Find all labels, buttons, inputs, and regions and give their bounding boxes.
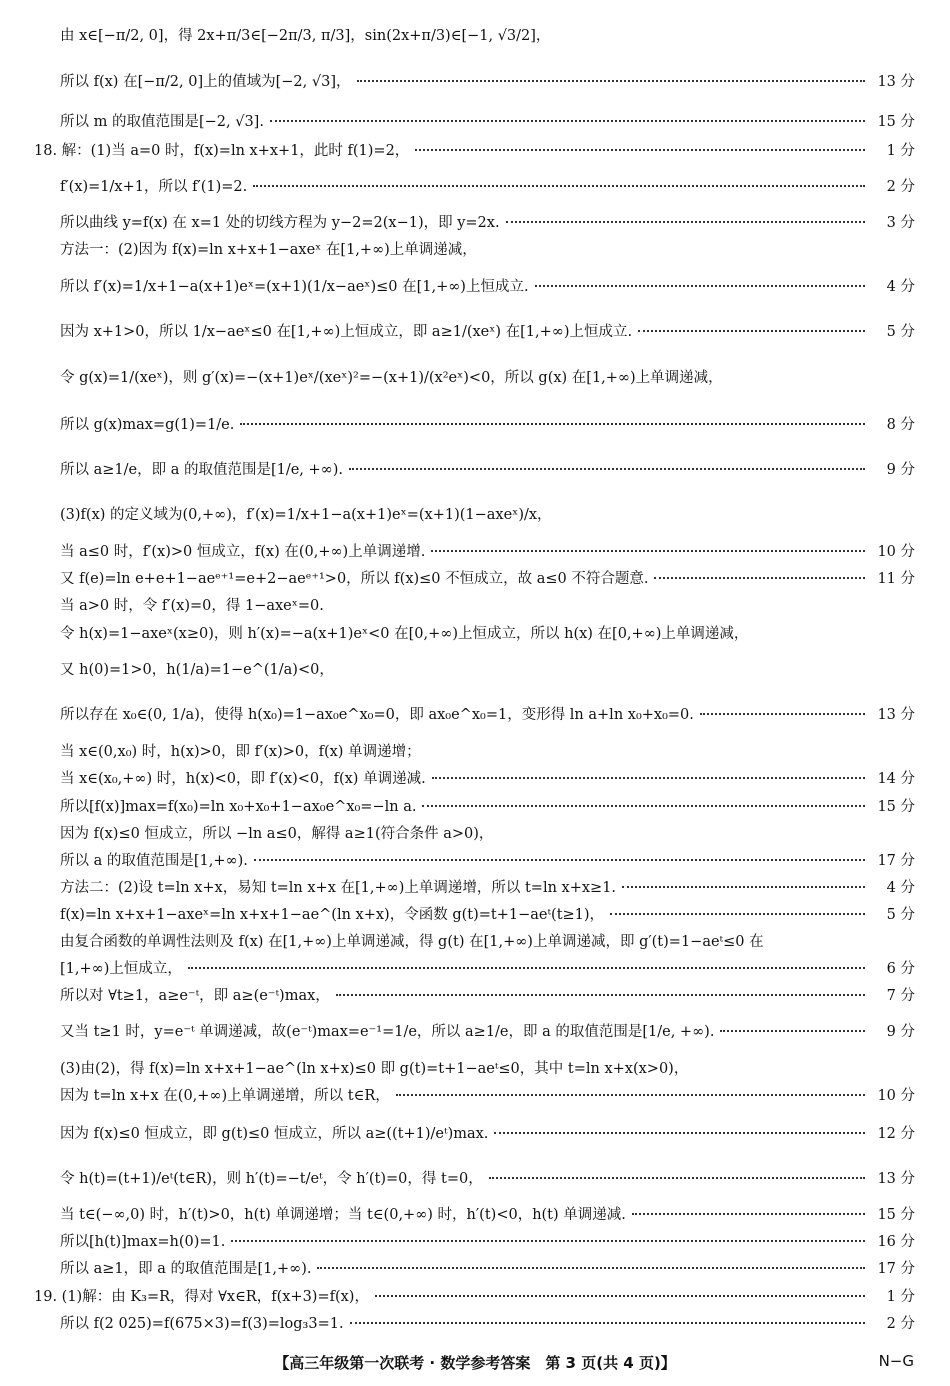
dot-leader (489, 1177, 865, 1179)
score-label: 9 分 (886, 1024, 915, 1040)
footer-code: N−G (878, 1352, 914, 1370)
dot-leader (506, 221, 865, 223)
line-text: 所以 m 的取值范围是[−2, √3]. (60, 114, 264, 130)
line-text: 所以[f(x)]max=f(x₀)=ln x₀+x₀+1−ax₀e^x₀=−ln a. (60, 799, 417, 815)
answer-line-7 (60, 240, 915, 260)
line-text: 19. (1)解：由 K₃=R，得对 ∀x∈R，f(x+3)=f(x)， (34, 1289, 369, 1305)
dot-leader (494, 1132, 865, 1134)
line-text: 当 t∈(−∞,0) 时，h′(t)>0，h(t) 单调递增；当 t∈(0,+∞) 时，h′(t)<0，h(t) 单调递减. (60, 1207, 626, 1223)
answer-line-14 (60, 542, 915, 562)
line-text: f(x)=ln x+x+1−axeˣ=ln x+x+1−ae^(ln x+x)，令函数 g(t)=t+1−aeᵗ(t≥1)， (60, 907, 605, 923)
line-text: 当 x∈(x₀,+∞) 时，h(x)<0，即 f′(x)<0，f(x) 单调递减. (60, 771, 426, 787)
score-label: 13 分 (877, 1171, 915, 1187)
dot-leader (188, 967, 865, 969)
line-text: 因为 t=ln x+x 在(0,+∞)上单调递增，所以 t∈R， (60, 1088, 390, 1104)
score-label: 10 分 (877, 1088, 915, 1104)
answer-line-24 (60, 851, 915, 871)
line-text: 因为 f(x)≤0 恒成立，所以 −ln a≤0，解得 a≥1(符合条件 a>0)， (60, 826, 494, 842)
dot-leader (253, 185, 865, 187)
answer-line-38 (34, 1287, 915, 1307)
score-label: 3 分 (886, 215, 915, 231)
answer-line-30 (60, 1022, 915, 1042)
score-label: 7 分 (886, 988, 915, 1004)
dot-leader (357, 80, 866, 82)
line-text: 所以 a≥1/e，即 a 的取值范围是[1/e, +∞). (60, 462, 344, 478)
line-text: 因为 x+1>0，所以 1/x−aeˣ≤0 在[1,+∞)上恒成立，即 a≥1/(xeˣ) 在[1,+∞)上恒成立. (60, 324, 633, 340)
score-label: 17 分 (877, 853, 915, 869)
dot-leader (270, 120, 865, 122)
score-label: 11 分 (877, 571, 915, 587)
answer-line-2 (60, 72, 915, 92)
page-footer (0, 1352, 950, 1378)
score-label: 15 分 (877, 799, 915, 815)
answer-line-26 (60, 905, 915, 925)
answer-line-29 (60, 986, 915, 1006)
line-text: 所以 a≥1，即 a 的取值范围是[1,+∞). (60, 1261, 312, 1277)
score-label: 15 分 (877, 114, 915, 130)
answer-line-39 (60, 1314, 915, 1334)
line-text: 由 x∈[−π/2, 0]，得 2x+π/3∈[−2π/3, π/3]，sin(2x+π/3)∈[−1, √3/2]， (60, 28, 551, 44)
dot-leader (622, 886, 865, 888)
score-label: 8 分 (886, 417, 915, 433)
line-text: [1,+∞)上恒成立， (60, 961, 182, 977)
answer-line-16 (60, 596, 915, 616)
line-text: (3)f(x) 的定义域为(0,+∞)，f′(x)=1/x+1−a(x+1)eˣ=(x+1)(1−axeˣ)/x， (60, 507, 552, 523)
line-text: 所以 a 的取值范围是[1,+∞). (60, 853, 248, 869)
score-label: 5 分 (886, 907, 915, 923)
dot-leader (415, 149, 865, 151)
score-label: 13 分 (877, 707, 915, 723)
line-text: 所以[h(t)]max=h(0)=1. (60, 1234, 226, 1250)
line-text: 所以存在 x₀∈(0, 1/a)，使得 h(x₀)=1−ax₀e^x₀=0，即 ax₀e^x₀=1，变形得 ln a+ln x₀+x₀=0. (60, 707, 694, 723)
answer-line-31 (60, 1059, 915, 1079)
dot-leader (535, 285, 865, 287)
answer-line-11 (60, 415, 915, 435)
score-label: 2 分 (886, 179, 915, 195)
line-text: 18. 解：(1)当 a=0 时，f(x)=ln x+x+1，此时 f(1)=2， (34, 143, 410, 159)
dot-leader (610, 913, 865, 915)
line-text: 当 a>0 时，令 f′(x)=0，得 1−axeˣ=0. (60, 598, 324, 614)
line-text: 所以 f(2 025)=f(675×3)=f(3)=log₃3=1. (60, 1316, 344, 1332)
dot-leader (317, 1267, 865, 1269)
score-label: 10 分 (877, 544, 915, 560)
answer-line-32 (60, 1086, 915, 1106)
line-text: 方法二：(2)设 t=ln x+x，易知 t=ln x+x 在[1,+∞)上单调递增，所以 t=ln x+x≥1. (60, 880, 617, 896)
answer-line-25 (60, 878, 915, 898)
score-label: 17 分 (877, 1261, 915, 1277)
answer-line-17 (60, 624, 915, 644)
answer-line-12 (60, 460, 915, 480)
answer-line-1 (60, 26, 915, 46)
score-label: 16 分 (877, 1234, 915, 1250)
answer-line-8 (60, 277, 915, 297)
line-text: 令 h(x)=1−axeˣ(x≥0)，则 h′(x)=−a(x+1)eˣ<0 在[0,+∞)上恒成立，所以 h(x) 在[0,+∞)上单调递减， (60, 626, 749, 642)
line-text: 因为 f(x)≤0 恒成立，即 g(t)≤0 恒成立，所以 a≥((t+1)/eᵗ)max. (60, 1126, 489, 1142)
line-text: f′(x)=1/x+1，所以 f′(1)=2. (60, 179, 248, 195)
line-text: 令 h(t)=(t+1)/eᵗ(t∈R)，则 h′(t)=−t/eᵗ，令 h′(t)=0，得 t=0， (60, 1171, 483, 1187)
answer-line-27 (60, 932, 915, 952)
line-text: 方法一：(2)因为 f(x)=ln x+x+1−axeˣ 在[1,+∞)上单调递减， (60, 242, 477, 258)
line-text: 由复合函数的单调性法则及 f(x) 在[1,+∞)上单调递减，得 g(t) 在[1,+∞)上单调递减，即 g′(t)=1−aeᵗ≤0 在 (60, 934, 764, 950)
line-text: (3)由(2)，得 f(x)=ln x+x+1−ae^(ln x+x)≤0 即 g(t)=t+1−aeᵗ≤0，其中 t=ln x+x(x>0)， (60, 1061, 689, 1077)
dot-leader (720, 1030, 865, 1032)
dot-leader (375, 1295, 865, 1297)
dot-leader (349, 468, 865, 470)
line-text: 所以对 ∀t≥1，a≥e⁻ᵗ，即 a≥(e⁻ᵗ)max， (60, 988, 330, 1004)
dot-leader (350, 1322, 865, 1324)
line-text: 又当 t≥1 时，y=e⁻ᵗ 单调递减，故(e⁻ᵗ)max=e⁻¹=1/e，所以 a≥1/e，即 a 的取值范围是[1/e, +∞). (60, 1024, 715, 1040)
score-label: 13 分 (877, 74, 915, 90)
score-label: 14 分 (877, 771, 915, 787)
answer-line-28 (60, 959, 915, 979)
score-label: 2 分 (886, 1316, 915, 1332)
answer-line-37 (60, 1259, 915, 1279)
dot-leader (422, 805, 865, 807)
score-label: 6 分 (886, 961, 915, 977)
score-label: 4 分 (886, 279, 915, 295)
score-label: 4 分 (886, 880, 915, 896)
score-label: 15 分 (877, 1207, 915, 1223)
dot-leader (231, 1240, 865, 1242)
answer-line-13 (60, 505, 915, 525)
answer-line-5 (60, 177, 915, 197)
dot-leader (432, 777, 865, 779)
dot-leader (632, 1213, 865, 1215)
line-text: 所以 f(x) 在[−π/2, 0]上的值域为[−2, √3]， (60, 74, 351, 90)
score-label: 1 分 (886, 143, 915, 159)
answer-line-19 (60, 705, 915, 725)
dot-leader (240, 423, 865, 425)
answer-line-21 (60, 769, 915, 789)
answer-line-23 (60, 824, 915, 844)
dot-leader (431, 550, 865, 552)
answer-line-36 (60, 1232, 915, 1252)
dot-leader (638, 330, 865, 332)
dot-leader (654, 577, 865, 579)
dot-leader (254, 859, 865, 861)
score-label: 9 分 (886, 462, 915, 478)
answer-line-35 (60, 1205, 915, 1225)
answer-line-6 (60, 213, 915, 233)
dot-leader (700, 713, 865, 715)
score-label: 5 分 (886, 324, 915, 340)
answer-line-9 (60, 322, 915, 342)
score-label: 1 分 (886, 1289, 915, 1305)
line-text: 令 g(x)=1/(xeˣ)，则 g′(x)=−(x+1)eˣ/(xeˣ)²=−(x+1)/(x²eˣ)<0，所以 g(x) 在[1,+∞)上单调递减， (60, 370, 723, 386)
line-text: 当 a≤0 时，f′(x)>0 恒成立，f(x) 在(0,+∞)上单调递增. (60, 544, 426, 560)
answer-line-22 (60, 797, 915, 817)
line-text: 又 f(e)=ln e+e+1−aeᵉ⁺¹=e+2−aeᵉ⁺¹>0，所以 f(x)≤0 不恒成立，故 a≤0 不符合题意. (60, 571, 649, 587)
line-text: 当 x∈(0,x₀) 时，h(x)>0，即 f′(x)>0，f(x) 单调递增； (60, 744, 421, 760)
answer-line-20 (60, 742, 915, 762)
dot-leader (396, 1094, 865, 1096)
line-text: 又 h(0)=1>0，h(1/a)=1−e^(1/a)<0， (60, 662, 334, 678)
line-text: 所以 g(x)max=g(1)=1/e. (60, 417, 235, 433)
line-text: 所以 f′(x)=1/x+1−a(x+1)eˣ=(x+1)(1/x−aeˣ)≤0 在[1,+∞)上恒成立. (60, 279, 529, 295)
answer-line-3 (60, 112, 915, 132)
answer-line-18 (60, 660, 915, 680)
answer-line-15 (60, 569, 915, 589)
footer-title: 【高三年级第一次联考 · 数学参考答案 第 3 页(共 4 页)】 (274, 1354, 676, 1372)
dot-leader (336, 994, 865, 996)
answer-line-10 (60, 368, 915, 388)
score-label: 12 分 (877, 1126, 915, 1142)
answer-line-34 (60, 1169, 915, 1189)
answer-line-33 (60, 1124, 915, 1144)
answer-line-4 (34, 141, 915, 161)
line-text: 所以曲线 y=f(x) 在 x=1 处的切线方程为 y−2=2(x−1)，即 y=2x. (60, 215, 500, 231)
